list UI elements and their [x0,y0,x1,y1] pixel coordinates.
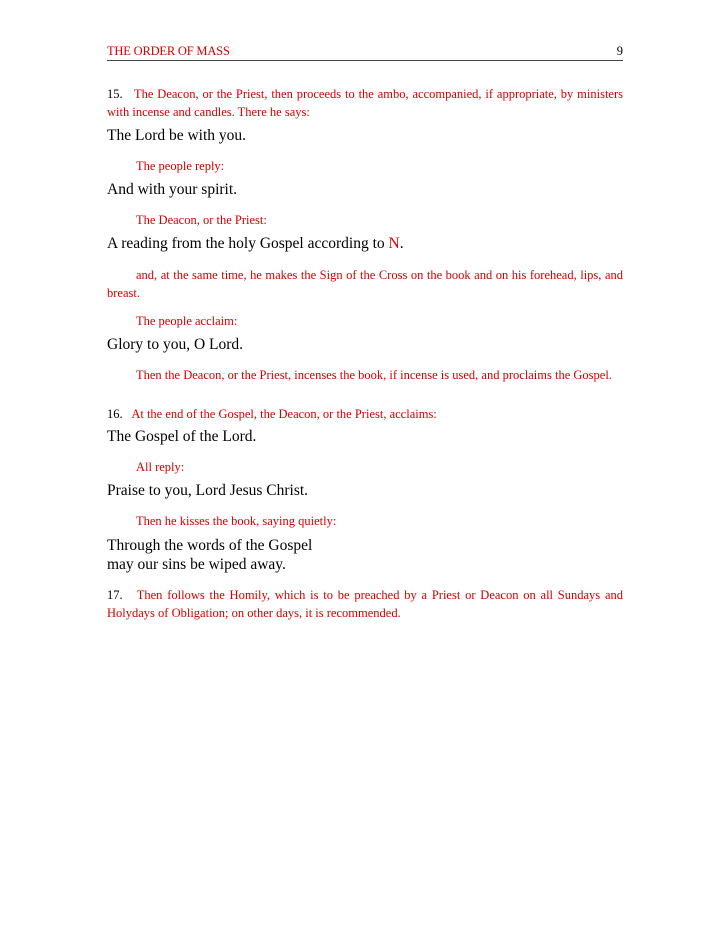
section-number: 15. [107,87,123,101]
spoken-text: The Gospel of the Lord. [107,428,257,445]
spoken-text: Glory to you, O Lord. [107,336,244,353]
rubric-all-reply: All reply: [136,460,185,474]
rubric-sign-of-cross: and, at the same time, he makes the Sign of the Cross on the book and on his forehead, lips, and breast. [107,268,623,300]
rubric-people-reply: The people reply: [136,159,225,173]
spoken-prayer [107,536,623,574]
spoken-text: And with your spirit. [107,181,238,198]
rubric-text: At the end of the Gospel, the Deacon, or the Priest, acclaims: [131,407,437,421]
name-placeholder: N [388,235,400,252]
page-number: 9 [616,44,623,58]
section-17-rubric [107,586,623,622]
rubric-incense: Then the Deacon, or the Priest, incenses the book, if incense is used, and proclaims the Gospel. [136,368,612,382]
spoken-text-gospel-reading [107,234,623,253]
section-number: 16. [107,407,123,421]
rubric-people-acclaim: The people acclaim: [136,314,238,328]
prayer-line: Through the words of the Gospel [107,537,313,554]
spoken-text: The Lord be with you. [107,127,247,144]
running-header [107,44,623,60]
section-15-rubric [107,85,623,121]
rubric-text: The Deacon, or the Priest, then proceeds to the ambo, accompanied, if appropriate, by ministers with incense and candles. There he says: [107,87,623,119]
spoken-text-end: . [399,235,404,252]
rubric-kiss-book: Then he kisses the book, saying quietly: [136,514,337,528]
spoken-text: Praise to you, Lord Jesus Christ. [107,482,309,499]
header-title: THE ORDER OF MASS [107,44,230,58]
header-rule [107,60,623,61]
spoken-text-part: A reading from the holy Gospel according to [107,235,389,252]
rubric-deacon: The Deacon, or the Priest: [136,213,267,227]
prayer-line: may our sins be wiped away. [107,556,286,573]
section-16-rubric [107,405,623,423]
section-number: 17. [107,588,123,602]
rubric-text: Then follows the Homily, which is to be preached by a Priest or Deacon on all Sundays and Holydays of Obligation; on other days, it is recommended. [107,588,623,620]
